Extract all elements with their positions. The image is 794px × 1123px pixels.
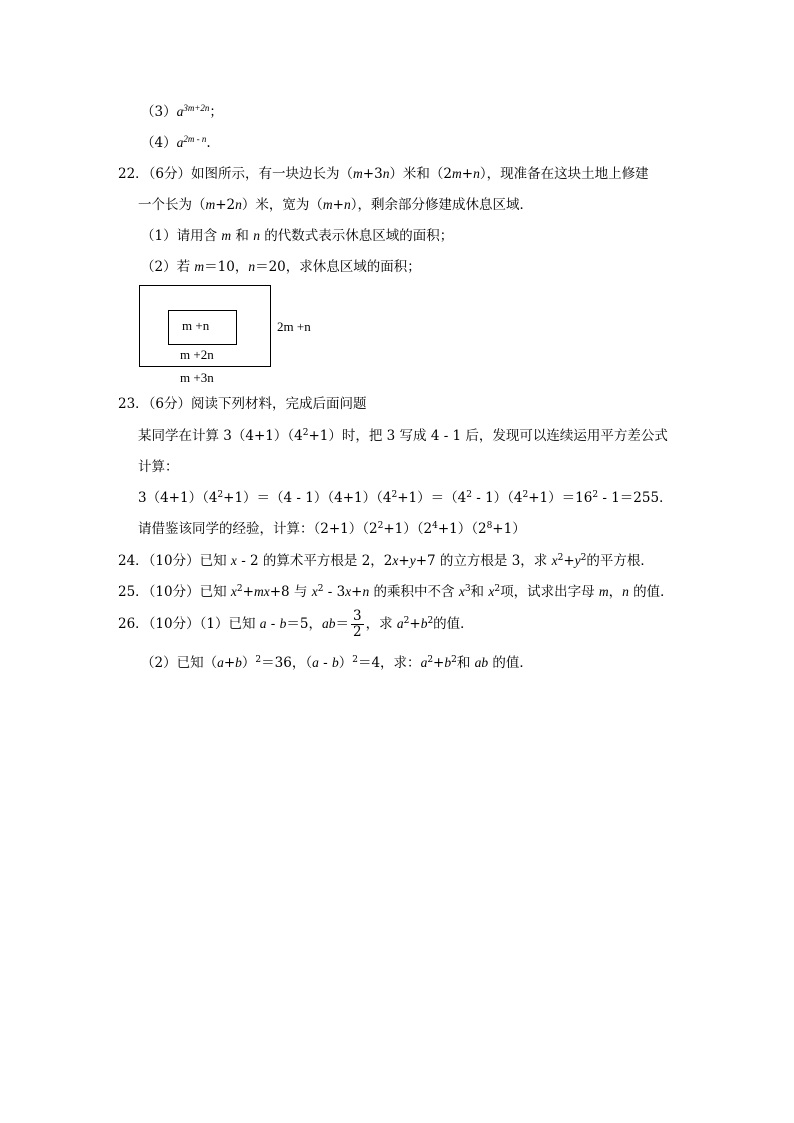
q22-part2: （2）若 m＝10，n＝20，求休息区域的面积；	[141, 259, 421, 275]
q21-part4: $(4)a^{2m - n}$.	[141, 134, 211, 151]
q22-stem-line1: 22．（6分）如图所示，有一块边长为（m+3n）米和（2m+n），现准备在这块土地上修建	[118, 166, 649, 182]
outer-length-label: m +3n	[180, 370, 214, 385]
q23-material-line2: 计算：	[138, 459, 179, 475]
q26-part1: 26．（10分）（1）已知 a - b＝5，ab＝ $\frac{3}{2}$ ，求 $a^2+b^2$的值．	[118, 608, 474, 640]
q26-part2: （2）已知$(a+b)^2=36$，（a - b）$^2$＝4，求：$a^2+b^2$和 ab 的值．	[141, 655, 533, 671]
q25: 25．（10分）已知 $x^2+mx+8$ 与 $x^2 - 3x+n$ 的乘积中不含 $x^3$和 $x^2$项，试求出字母 m，n 的值．	[118, 584, 674, 600]
q22-part1: （1）请用含 m 和 n 的代数式表示休息区域的面积；	[141, 228, 454, 244]
inner-width-label: m +n	[182, 318, 210, 333]
inner-length-label: m +2n	[180, 347, 214, 362]
q22-stem-line2: 一个长为（m+2n）米，宽为（m+n），剩余部分修建成休息区域．	[138, 197, 533, 213]
q23-material-line3: $3(4+1)(4^2+1)=(4 - 1)(4+1)(4^2+1)=(4^2 - 1)(4^2+1)=16^2 - 1=255$．	[138, 490, 673, 506]
q23-title: 23．（6分）阅读下列材料，完成后面问题	[118, 396, 367, 412]
q21-part3: $(3)a^{3m+2n}$；	[141, 103, 223, 120]
q23-material-line1: 某同学在计算 $3(4+1)(4^2+1)$时，把 3 写成 4 - 1 后，发现可以连续运用平方差公式	[138, 428, 668, 444]
q24: 24．（10分）已知 x - 2 的算术平方根是 2，2x+y+7 的立方根是 3，求 $x^2+y^2$的平方根．	[118, 553, 654, 569]
outer-width-label: 2m +n	[277, 319, 311, 334]
fraction: $\frac{3}{2}$	[353, 608, 362, 640]
q23-task: 请借鉴该同学的经验，计算：$(2+1)(2^2+1)(2^4+1)(2^8+1)$	[138, 521, 526, 537]
